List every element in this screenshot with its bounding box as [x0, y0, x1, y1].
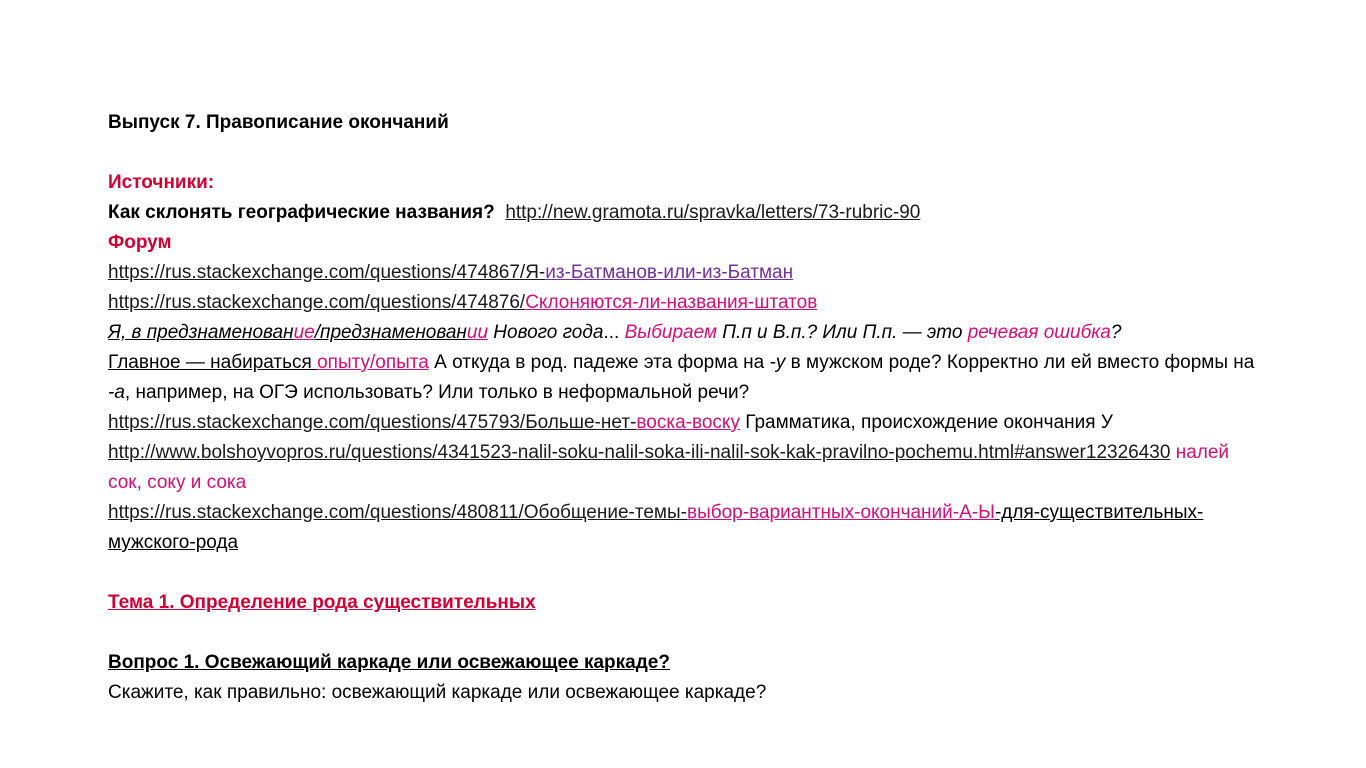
- geo-link[interactable]: http://new.gramota.ru/spravka/letters/73-rubric-90: [505, 202, 921, 223]
- note-line-5: [108, 498, 1258, 558]
- topic-heading: Тема 1. Определение рода существительных: [108, 592, 536, 613]
- document-title: Выпуск 7. Правописание окончаний: [108, 112, 449, 133]
- note-line-4: [108, 438, 1258, 498]
- note1-part2: ие: [293, 322, 315, 343]
- note-line-2: [108, 348, 1258, 408]
- note-line-3: [108, 408, 1258, 438]
- sources-label: Источники:: [108, 172, 215, 193]
- forum-link-line-1: [108, 258, 1258, 288]
- spacer: [108, 138, 1258, 168]
- note2-part4: -у: [769, 352, 786, 373]
- note2-part6: -а: [108, 382, 125, 403]
- note1-part4: ии: [466, 322, 489, 343]
- geo-question-line: [108, 198, 1258, 228]
- note2-anchor[interactable]: опыту/опыта: [317, 352, 429, 373]
- note2-part5: в мужском роде? Корректно ли ей вместо формы на: [785, 352, 1255, 373]
- note5-url[interactable]: https://rus.stackexchange.com/questions/480811/Обобщение-темы-: [108, 502, 687, 523]
- note1-part9: речевая ошибка: [967, 322, 1111, 343]
- note2-part1: Главное — набираться: [108, 352, 318, 373]
- forum-link-line-2: [108, 288, 1258, 318]
- note5-anchor[interactable]: выбор-вариантных-окончаний-А-Ы: [686, 502, 995, 523]
- note2-part7: , например, на ОГЭ использовать? Или только в неформальной речи?: [124, 382, 750, 403]
- note3-url[interactable]: https://rus.stackexchange.com/questions/475793/Больше-нет-: [108, 412, 637, 433]
- question-heading: Вопрос 1. Освежающий каркаде или освежающее каркаде?: [108, 652, 670, 673]
- note1-part3: /предзнаменован: [314, 322, 467, 343]
- note3-tail: Грамматика, происхождение окончания У: [739, 412, 1113, 433]
- note5-tail: -для-существительных-мужского-рода: [108, 502, 1204, 553]
- forum-label: Форум: [108, 232, 172, 253]
- forum-label-line: [108, 228, 1258, 258]
- spacer-3: [108, 618, 1258, 648]
- note2-part3: А откуда в род. падеже эта форма на: [428, 352, 770, 373]
- note1-part1: Я, в предзнаменован: [108, 322, 294, 343]
- note1-part10: ?: [1110, 322, 1122, 343]
- note1-part6: ...: [603, 322, 625, 343]
- note-line-1: [108, 318, 1258, 348]
- document-body: [108, 108, 1258, 708]
- spacer-2: [108, 558, 1258, 588]
- forum-link-2-anchor[interactable]: Склоняются-ли-названия-штатов: [525, 292, 818, 313]
- question-body: Скажите, как правильно: освежающий каркаде или освежающее каркаде?: [108, 682, 767, 703]
- note4-anchor: налей сок, соку и сока: [108, 442, 1230, 493]
- forum-link-2-url[interactable]: https://rus.stackexchange.com/questions/474876/: [108, 292, 526, 313]
- note1-part5: Нового года: [488, 322, 604, 343]
- geo-gap: [495, 202, 506, 223]
- forum-link-1-anchor[interactable]: из-Батманов-или-из-Батман: [545, 262, 794, 283]
- geo-question-text: Как склонять географические названия?: [108, 202, 495, 223]
- note1-part7: Выбираем: [624, 322, 717, 343]
- note3-anchor[interactable]: воска-воску: [636, 412, 740, 433]
- note4-url[interactable]: http://www.bolshoyvopros.ru/questions/4341523-nalil-soku-nalil-soka-ili-nalil-sok-kak-pravilno-pochemu.html#answer12326430: [108, 442, 1171, 463]
- note1-part8: П.п и В.п.? Или П.п. — это: [717, 322, 968, 343]
- forum-link-1-url[interactable]: https://rus.stackexchange.com/questions/474867/Я-: [108, 262, 546, 283]
- sources-label-line: [108, 168, 1258, 198]
